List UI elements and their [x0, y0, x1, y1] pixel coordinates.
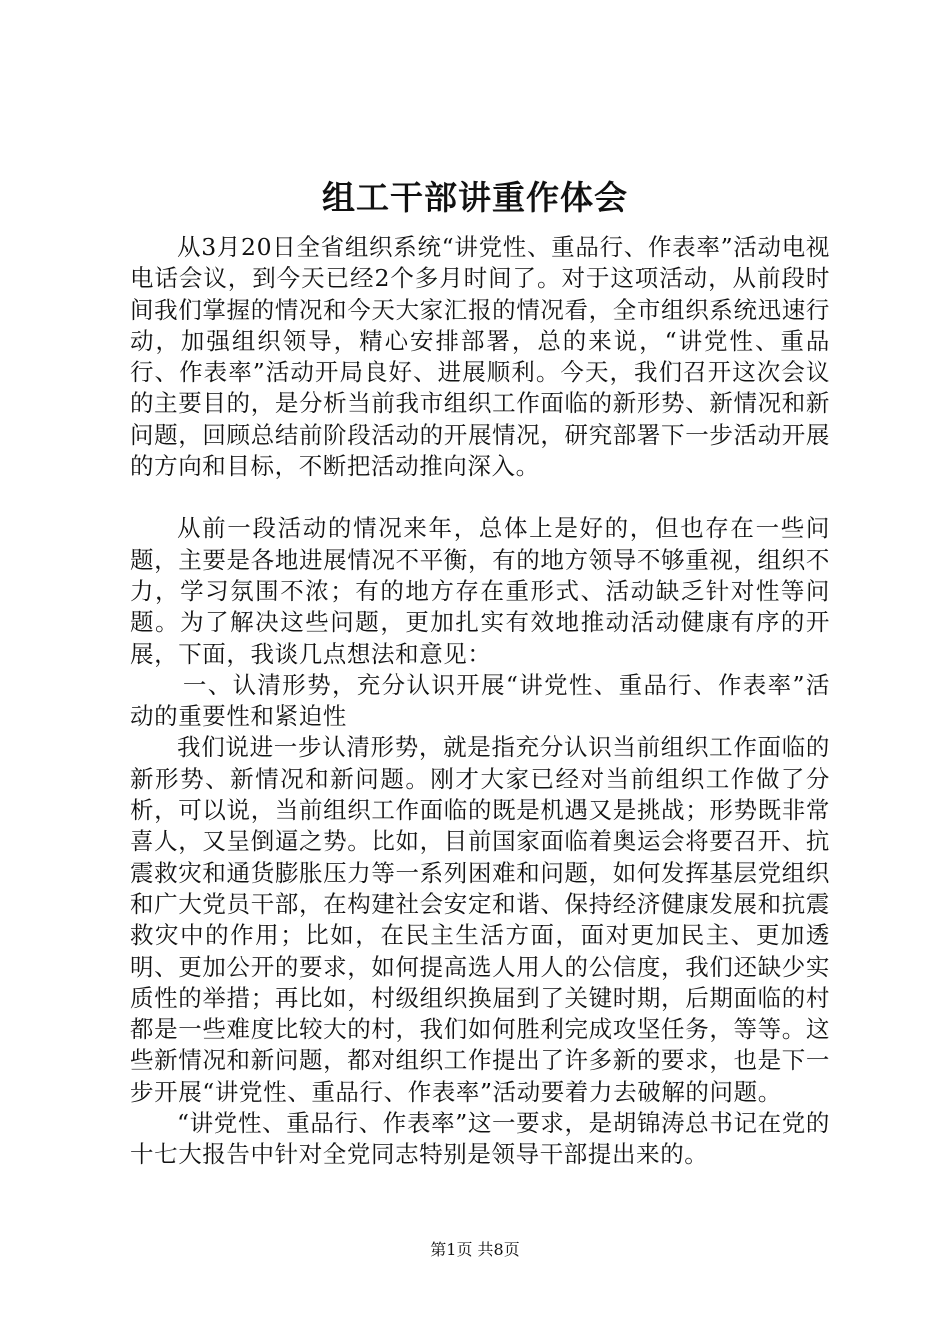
paragraph-requirement: “讲党性、重品行、作表率”这一要求，是胡锦涛总书记在党的十七大报告中针对全党同志特别是领导干部提出来的。 — [130, 1109, 830, 1169]
paragraph-intro: 从3月20日全省组织系统“讲党性、重品行、作表率”活动电视电话会议，到今天已经2个多月时间了。对于这项活动，从前段时间我们掌握的情况和今天大家汇报的情况看，全市组织系统迅速行动，加强组织领导，精心安排部署，总的来说，“讲党性、重品行、作表率”活动开局良好、进展顺利。今天，我们召开这次会议的主要目的，是分析当前我市组织工作面临的新形势、新情况和新问题，回顾总结前阶段活动的开展情况，研究部署下一步活动开展的方向和目标，不断把活动推向深入。 — [130, 233, 830, 481]
paragraph-overview: 从前一段活动的情况来年，总体上是好的，但也存在一些问题，主要是各地进展情况不平衡，有的地方领导不够重视，组织不力，学习氛围不浓；有的地方存在重形式、活动缺乏针对性等问题。为了解决这些问题，更加扎实有效地推动活动健康有序的开展，下面，我谈几点想法和意见： — [130, 514, 830, 668]
section-heading-1: 一、认清形势，充分认识开展“讲党性、重品行、作表率”活动的重要性和紧迫性 — [130, 670, 830, 731]
document-title: 组工干部讲重作体会 — [322, 178, 628, 217]
page-number: 第1页 共8页 — [430, 1240, 520, 1259]
paragraph-situation: 我们说进一步认清形势，就是指充分认识当前组织工作面临的新形势、新情况和新问题。刚才大家已经对当前组织工作做了分析，可以说，当前组织工作面临的既是机遇又是挑战；形势既非常喜人，又呈倒逼之势。比如，目前国家面临着奥运会将要召开、抗震救灾和通货膨胀压力等一系列困难和问题，如何发挥基层党组织和广大党员干部，在构建社会安定和谐、保持经济健康发展和抗震救灾中的作用；比如，在民主生活方面，面对更加民主、更加透明、更加公开的要求，如何提高选人用人的公信度，我们还缺少实质性的举措；再比如，村级组织换届到了关键时期，后期面临的村都是一些难度比较大的村，我们如何胜利完成攻坚任务，等等。这些新情况和新问题，都对组织工作提出了许多新的要求，也是下一步开展“讲党性、重品行、作表率”活动要着力去破解的问题。 — [130, 733, 830, 1106]
document-body — [130, 232, 830, 1171]
